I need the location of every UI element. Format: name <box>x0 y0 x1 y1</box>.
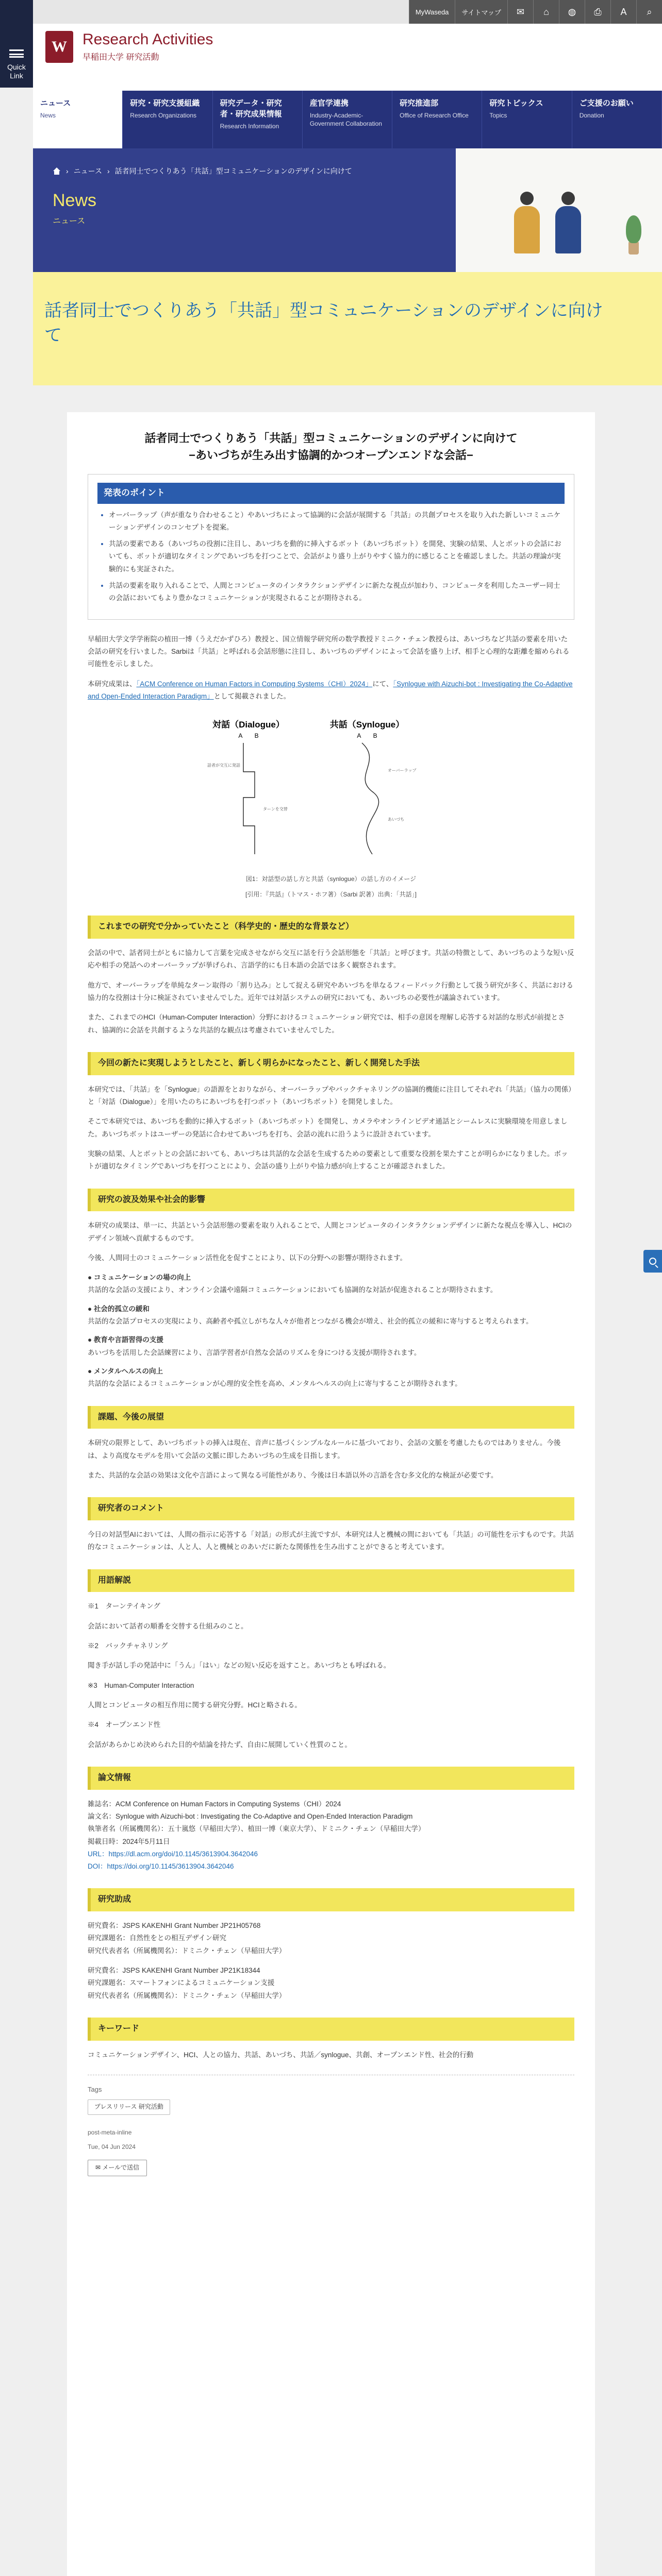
figure-speakers-right: A B <box>357 732 377 740</box>
figure-1 <box>88 715 574 900</box>
section-heading: 今回の新たに実現しようとしたこと、新しく明らかになったこと、新しく開発した手法 <box>88 1052 574 1075</box>
glossary-term: ※4 オープンエンド性 <box>88 1721 161 1729</box>
hamburger-icon <box>9 49 24 58</box>
site-subtitle: 早稲田大学 研究活動 <box>82 53 159 62</box>
page-hero <box>33 148 662 272</box>
global-nav <box>33 91 662 148</box>
grant-line: 研究費名：JSPS KAKENHI Grant Number JP21K18344 <box>88 1967 260 1975</box>
quicklink-label-2: Link <box>10 71 23 80</box>
grant-line: 研究代表者名（所属機関名）：ドミニク・チェン（早稲田大学） <box>88 1991 286 1999</box>
home-icon[interactable]: ⌂ <box>533 0 559 24</box>
section-heading: 研究の波及効果や社会的影響 <box>88 1189 574 1212</box>
utility-bar <box>409 0 662 24</box>
breadcrumb-separator: › <box>107 167 110 175</box>
paragraph: 他方で、オーバーラップを単純なターン取得の「割り込み」として捉える研究やあいづちを単なるフィードバック行動として扱う研究が多く、共話における協力的な役割は十分に検証されていませんでした。近年では対話システムの研究においても、あいづちの必要性が議論されています。 <box>88 981 573 1002</box>
paper-info-line: 執筆者名（所属機関名）：五十嵐悠（早稲田大学）、植田一博（東京大学）、ドミニク・チェン（早稲田大学） <box>88 1825 425 1833</box>
figure-label-synlogue: 共話（Synlogue） <box>329 720 405 730</box>
glossary-list <box>88 1600 574 1751</box>
effect-item <box>88 1303 574 1328</box>
breadcrumb <box>53 166 352 176</box>
plant-illustration <box>626 213 641 255</box>
nav-sublabel: Research Organizations <box>130 112 197 119</box>
quicklink-label-1: Quick <box>7 63 26 71</box>
list-item <box>109 509 565 534</box>
paragraph: 本研究の限界として、あいづちボットの挿入は現在、音声に基づくシンプルなルールに基づいており、会話の文脈を考慮したものではありません。今後は、より高度なモデルを用いて会話の文脈に即したあいづちの生成を目指します。 <box>88 1439 561 1460</box>
nav-item-news[interactable] <box>33 91 123 148</box>
glossary-body: 会話があらかじめ決められた目的や結論を持たず、自由に展開していく性質のこと。 <box>88 1740 352 1749</box>
key-points-box <box>88 474 574 620</box>
nav-item-topics[interactable] <box>482 91 572 148</box>
paragraph: また、共話的な会話の効果は文化や言語によって異なる可能性があり、今後は日本語以外の言語を含む多文化的な検証が必要です。 <box>88 1471 498 1479</box>
key-points-title: 発表のポイント <box>97 483 565 504</box>
list-item-text: オーバーラップ（声が重なり合わせること）やあいづちによって協調的に会話が展開する「共話」の共創プロセスを取り入れた新しいコミュニケーションデザインのコンセプトを提案。 <box>109 511 561 531</box>
glossary-body: 人間とコンピュータの相互作用に関する研究分野。HCIと略される。 <box>88 1701 302 1709</box>
waseda-logo[interactable]: W <box>45 31 73 63</box>
glossary-item <box>88 1680 574 1712</box>
grant-line: 研究課題名：スマートフォンによるコミュニケーション支援 <box>88 1979 275 1987</box>
nav-sublabel: Office of Research Office <box>400 112 469 119</box>
list-item <box>109 538 565 575</box>
paragraph: 本研究の成果は、単一に、共話という会話形態の要素を取り入れることで、人間とコンピュータのインタラクションデザインに新たな視点を導入し、HCIのデザイン領域へ貢献するものです。 <box>88 1222 572 1242</box>
synlogue-wave-line <box>362 743 379 854</box>
section-title: News <box>53 191 97 210</box>
glossary-item <box>88 1640 574 1672</box>
effect-item <box>88 1334 574 1359</box>
grant-line: 研究費名：JSPS KAKENHI Grant Number JP21H05768 <box>88 1922 261 1930</box>
figure-annotation: あいづち <box>388 817 404 822</box>
dialogue-synlogue-diagram <box>197 715 465 870</box>
nav-item-organizations[interactable] <box>123 91 212 148</box>
figure-speakers-left: A B <box>238 732 259 740</box>
grant-line: 研究代表者名（所属機関名）：ドミニク・チェン（早稲田大学） <box>88 1946 286 1955</box>
nav-item-research-office[interactable] <box>392 91 482 148</box>
paragraph: 実験の結果、人とボットとの会話においても、あいづちは共話的な会話を生成するための要素として重要な役割を果たすことが明らかになりました。ボットが適切なタイミングであいづちを打つことにより、会話の盛り上がりや協力感が向上することが確認されました。 <box>88 1149 568 1171</box>
glossary-item <box>88 1719 574 1751</box>
paper-url-link[interactable]: URL：https://dl.acm.org/doi/10.1145/3613904.3642046 <box>88 1850 258 1858</box>
effect-title: ● コミュニケーションの場の向上 <box>88 1274 191 1282</box>
hero-illustration <box>456 148 662 272</box>
search-icon[interactable]: ⌕ <box>636 0 662 24</box>
share-mail-button[interactable]: ✉ メールで送信 <box>88 2160 147 2176</box>
nav-item-donation[interactable] <box>572 91 662 148</box>
section-heading: 研究者のコメント <box>88 1497 574 1520</box>
paragraph: また、これまでのHCI（Human-Computer Interaction）分野におけるコミュニケーション研究では、相手の意図を理解し応答する対話的な形式が前提とされ、協調的に会話を共創するような共話的な観点は考慮されていませんでした。 <box>88 1013 565 1034</box>
paragraph: 本研究成果は、「ACM Conference on Human Factors in Computing Systems（CHI）2024」にて、「Synlogue with Aizuchi-bot : Investigating the Co-Adaptive and Open-Ended Interaction Paradigm」として掲載されました。 <box>88 680 573 700</box>
grant-info <box>88 1920 574 2002</box>
site-header <box>33 24 662 91</box>
keywords: コミュニケーションデザイン、HCI、人との協力、共話、あいづち、共話／synlogue、共創、オープンエンド性、社会的行動 <box>88 2050 474 2059</box>
posted-date: Tue, 04 Jun 2024 <box>88 2143 136 2150</box>
list-item-text: 共話の要素である（あいづちの役割に注目し、あいづちを動的に挿入するボット（あいづちボット）を開発、実験の結果、人とボットの会話においても、ボットが適切なタイミングであいづちを打つことで、会話がより盛り上がりやすく協力的に感じることを確認しました。共話の理論が実験的にも実証された。 <box>109 540 561 573</box>
article-title-band <box>33 272 662 385</box>
glossary-body: 聞き手が話し手の発話中に「うん」「はい」などの短い反応を返すこと。あいづちとも呼ばれる。 <box>88 1662 391 1670</box>
list-item-text: 共話の要素を取り入れることで、人間とコンピュータのインタラクションデザインに新たな視点が加わり、コンピュータを利用したユーザー同士の会話においてもより豊かなコミュニケーションが実現されることが期待される。 <box>109 582 560 602</box>
font-size-icon[interactable]: A <box>610 0 636 24</box>
dialogue-turn-line <box>243 743 255 854</box>
paragraph: 本研究では、「共話」を「Synlogue」の語源をとおりながら、オーバーラップやバックチャネリングの協調的機能に注目してそれぞれ「共話」（協力の関係）と「対話（Dialogue）」を用いたのちにあいづちを打つボット（あいづちボット）を開発しました。 <box>88 1085 572 1106</box>
paper-info-line: 掲載日時：2024年5月11日 <box>88 1837 170 1845</box>
conference-link[interactable]: 「ACM Conference on Human Factors in Computing Systems（CHI）2024」 <box>136 680 373 688</box>
nav-sublabel: Industry-Academic-Government Collaboration <box>309 112 382 127</box>
nav-label: ご支援のお願い <box>579 99 634 108</box>
list-item <box>109 580 565 605</box>
nav-label: 研究データ・研究者・研究成果情報 <box>220 99 282 118</box>
paragraph: 早稲田大学文学学術院の植田一博（うえだかずひろ）教授と、国立情報学研究所の数学教授ドミニク・チェン教授らは、あいづちなど共話の要素を用いた会話の研究を行いました。Sarbiは「共話」と呼ばれる会話形態に注目し、あいづちのデザインによって会話を盛り上げ、相手と心理的な距離を縮められる可能性を示しました。 <box>88 635 570 668</box>
nav-sublabel: Research Information <box>220 123 279 130</box>
paper-doi-link[interactable]: DOI：https://doi.org/10.1145/3613904.3642046 <box>88 1862 234 1871</box>
section-heading: 研究助成 <box>88 1888 574 1911</box>
article-heading <box>88 430 574 464</box>
section-heading: 用語解説 <box>88 1569 574 1592</box>
search-icon <box>649 1258 656 1265</box>
mywaseda-link[interactable]: MyWaseda <box>409 0 455 24</box>
person-illustration <box>512 192 541 253</box>
figure-annotation: ターンを交替 <box>263 807 288 812</box>
glossary-term: ※3 Human-Computer Interaction <box>88 1681 194 1689</box>
effect-body: 共話的な会話プロセスの実現により、高齢者や孤立しがちな人々が他者とつながる機会が増え、社会的孤立の緩和に寄与すると考えられます。 <box>88 1317 533 1326</box>
nav-item-research-info[interactable] <box>213 91 303 148</box>
nav-label: 研究トピックス <box>489 99 543 108</box>
tag-chip[interactable]: プレスリリース 研究活動 <box>88 2099 170 2115</box>
posted-meta: post-meta-inline <box>88 2129 132 2137</box>
article-heading-line-2: −あいづちが生み出す協調的かつオープンエンドな会話− <box>189 449 473 462</box>
glossary-term: ※1 ターンテイキング <box>88 1602 160 1611</box>
tags-label: Tags <box>88 2086 102 2094</box>
effect-title: ● 社会的孤立の緩和 <box>88 1304 150 1313</box>
paragraph: そこで本研究では、あいづちを動的に挿入するボット（あいづちボット）を開発し、カメラやオンラインビデオ通話とシームレスに実験環境を用意しました。あいづちボットはユーザーの発話に合わせてあいづちを打ち、会話の流れに沿うように設計されています。 <box>88 1117 568 1138</box>
effect-body: 共話的な会話によるコミュニケーションが心理的安全性を高め、メンタルヘルスの向上に寄与することが期待されます。 <box>88 1380 462 1388</box>
mail-icon[interactable]: ✉ <box>507 0 533 24</box>
article-heading-line-1: 話者同士でつくりあう「共話」型コミュニケーションのデザインに向けて <box>144 432 518 445</box>
tag-area <box>88 2075 574 2176</box>
figure-annotation: 話者が交互に発話 <box>207 763 240 768</box>
nav-sublabel: Topics <box>489 112 507 119</box>
floating-search-button[interactable] <box>643 1250 662 1273</box>
home-icon[interactable] <box>53 167 61 175</box>
figure-annotation: オーバーラップ <box>388 768 417 773</box>
effect-item <box>88 1272 574 1297</box>
globe-icon[interactable]: ◍ <box>559 0 585 24</box>
paragraph: 今後、人間同士のコミュニケーション活性化を促すことにより、以下の分野への影響が期待されます。 <box>88 1253 407 1262</box>
nav-label: ニュース <box>40 99 71 108</box>
section-heading: 課題、今後の展望 <box>88 1406 574 1429</box>
nav-label: 研究・研究支援組織 <box>130 99 200 108</box>
glossary-item <box>88 1600 574 1633</box>
effect-item <box>88 1365 574 1391</box>
nav-sublabel: Donation <box>579 112 604 119</box>
section-heading: キーワード <box>88 2018 574 2041</box>
breadcrumb-separator: › <box>66 167 69 175</box>
paper-link[interactable]: 「Synlogue with Aizuchi-bot : Investigating the Co-Adaptive and Open-Ended Interaction Paradigm」 <box>88 680 573 700</box>
top-bar <box>0 0 662 24</box>
site-title[interactable]: Research Activities <box>82 31 213 48</box>
breadcrumb-item-current: 話者同士でつくりあう「共話」型コミュニケーションのデザインに向けて <box>114 167 352 175</box>
section-heading: これまでの研究で分かっていたこと（科学史的・歴史的な背景など） <box>88 916 574 939</box>
effect-title: ● 教育や言語習得の支援 <box>88 1336 163 1344</box>
paper-info <box>88 1798 574 1873</box>
paper-info-line: 論文名：Synlogue with Aizuchi-bot : Investigating the Co-Adaptive and Open-Ended Interaction Paradigm <box>88 1812 413 1820</box>
grant-line: 研究課題名：自然性をとの相互デザイン研究 <box>88 1934 227 1942</box>
figure-citation: [引用：『共話』（トマス・ホフ著）（Sarbi 訳著）出典：「共話」] <box>245 890 417 898</box>
effect-body: あいづちを活用した会話練習により、言語学習者が自然な会話のリズムを身につける支援が期待されます。 <box>88 1348 421 1357</box>
glossary-term: ※2 バックチャネリング <box>88 1642 168 1650</box>
paragraph: 今日の対話型AIにおいては、人間の指示に応答する「対話」の形式が主流ですが、本研究は人と機械の間においても「共話」の可能性を示すものです。共話的なコミュニケーションは、人と人、人と機械とのあいだに新たな関係性を生み出すことができると考えています。 <box>88 1531 574 1551</box>
effect-title: ● メンタルヘルスの向上 <box>88 1367 163 1375</box>
figure-label-dialogue: 対話（Dialogue） <box>212 720 285 730</box>
quick-link-button[interactable] <box>0 0 33 88</box>
nav-label: 産官学連携 <box>309 99 349 108</box>
section-subtitle: ニュース <box>53 217 86 226</box>
paragraph: 会話の中で、話者同士がともに協力して言葉を完成させながら交互に話を行う会話形態を「共話」と呼びます。共話の特徴として、あいづちのような短い反応や相手の発話へのオーバーラップが挙げられ、言語学的にも日本語の会話では多く観察されます。 <box>88 949 574 970</box>
article-body <box>67 412 595 2576</box>
article-title: 話者同士でつくりあう「共話」型コミュニケーションのデザインに向けて <box>44 301 603 345</box>
person-illustration <box>554 192 583 253</box>
nav-item-collaboration[interactable] <box>303 91 392 148</box>
glossary-body: 会話において話者の順番を交替する仕組みのこと。 <box>88 1622 248 1630</box>
effect-body: 共話的な会話の支援により、オンライン会議や遠隔コミュニケーションにおいても協調的な対話が促進されることが期待されます。 <box>88 1286 498 1294</box>
section-heading: 論文情報 <box>88 1767 574 1790</box>
breadcrumb-item[interactable]: ニュース <box>73 167 102 175</box>
nav-label: 研究推進部 <box>400 99 439 108</box>
sitemap-link[interactable]: サイトマップ <box>455 0 507 24</box>
figure-caption: 図1：対話型の話し方と共話（synlogue）の話し方のイメージ <box>245 875 417 883</box>
paper-info-line: 雑誌名：ACM Conference on Human Factors in Computing Systems（CHI）2024 <box>88 1800 341 1808</box>
key-points-list <box>97 509 565 605</box>
print-icon[interactable]: ⎙ <box>585 0 610 24</box>
nav-sublabel: News <box>40 112 56 119</box>
